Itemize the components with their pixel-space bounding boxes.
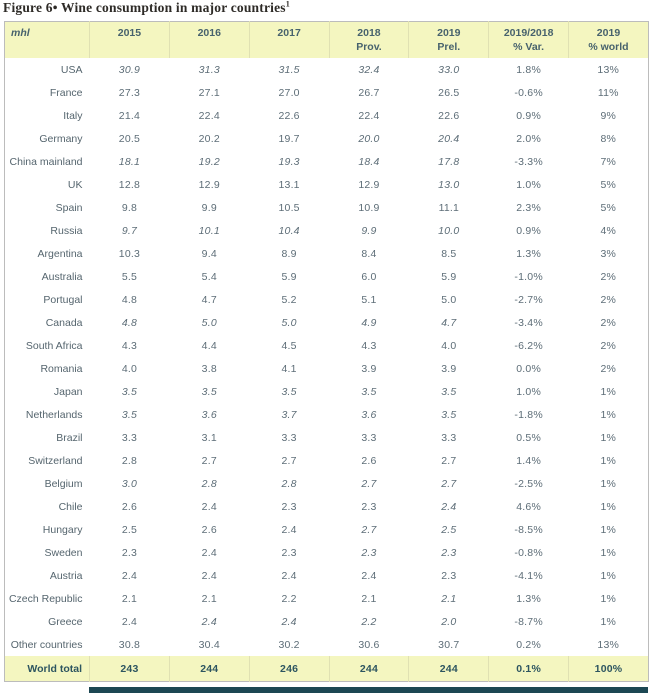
row-year-value: 3.6	[361, 408, 377, 421]
row-country-label: Hungary	[42, 523, 83, 536]
row-year-value: 5.1	[361, 293, 377, 306]
row-world-share-value: 2%	[600, 270, 617, 283]
row-country-label: Other countries	[10, 638, 83, 651]
row-year-value: 2.6	[201, 523, 217, 536]
row-year-value: 2.3	[121, 546, 138, 559]
row-year-value: 20.2	[198, 132, 220, 145]
row-year-value: 5.0	[281, 316, 297, 329]
total-variation-value: 0.1%	[489, 656, 569, 682]
row-year-value: 5.5	[121, 270, 138, 283]
row-year-value: 2.2	[281, 592, 297, 605]
row-year-value: 3.7	[281, 408, 297, 421]
row-year-value: 13.0	[438, 178, 460, 191]
row-variation-value: 1.0%	[516, 178, 541, 191]
row-year-value: 4.1	[281, 362, 297, 375]
row-variation-value: -8.5%	[514, 523, 543, 536]
column-header-2	[249, 22, 329, 59]
row-country-label: Netherlands	[25, 408, 83, 421]
row-year-value: 2.6	[121, 500, 138, 513]
row-country-label: Germany	[39, 132, 83, 145]
row-year-value: 2.4	[121, 569, 138, 582]
row-year-value: 4.3	[121, 339, 138, 352]
next-section-edge-band	[89, 687, 648, 693]
row-world-share-value: 4%	[600, 224, 617, 237]
row-variation-value: -2.7%	[514, 293, 543, 306]
table-row	[5, 196, 649, 219]
row-country-label: Spain	[55, 201, 83, 214]
row-variation-value: 1.0%	[516, 385, 541, 398]
row-year-value: 2.8	[201, 477, 217, 490]
row-year-value: 2.7	[361, 477, 377, 490]
row-year-value: 20.5	[118, 132, 141, 145]
row-variation-value: 0.0%	[516, 362, 541, 375]
row-year-value: 4.8	[121, 316, 138, 329]
row-year-value: 2.3	[441, 546, 457, 559]
column-header-4	[409, 22, 489, 59]
table-row	[5, 265, 649, 288]
row-year-value: 2.7	[281, 454, 297, 467]
row-year-value: 11.1	[438, 201, 460, 214]
row-year-value: 18.4	[358, 155, 380, 168]
row-year-value: 3.9	[441, 362, 457, 375]
row-year-value: 2.4	[281, 615, 297, 628]
table-row	[5, 587, 649, 610]
table-row	[5, 288, 649, 311]
table-row	[5, 495, 649, 518]
figure-title-prefix: Figure 6•	[3, 0, 58, 15]
row-year-value: 2.1	[201, 592, 217, 605]
row-year-value: 21.4	[118, 109, 141, 122]
row-world-share-value: 1%	[600, 408, 617, 421]
row-world-share-value: 1%	[600, 546, 617, 559]
table-row	[5, 564, 649, 587]
table-row	[5, 633, 649, 656]
row-year-value: 19.2	[198, 155, 220, 168]
row-year-value: 10.9	[358, 201, 380, 214]
row-year-value: 33.0	[438, 63, 460, 76]
row-year-value: 2.8	[281, 477, 297, 490]
column-header-line1: 2019	[596, 27, 621, 39]
table-row	[5, 403, 649, 426]
row-year-value: 9.7	[121, 224, 138, 237]
row-year-value: 3.1	[201, 431, 217, 444]
row-year-value: 2.4	[281, 569, 297, 582]
row-year-value: 19.3	[278, 155, 300, 168]
row-year-value: 4.9	[361, 316, 377, 329]
table-row	[5, 58, 649, 81]
row-year-value: 2.3	[441, 569, 457, 582]
row-year-value: 9.9	[361, 224, 377, 237]
row-variation-value: 0.9%	[516, 224, 541, 237]
row-year-value: 3.5	[201, 385, 217, 398]
row-world-share-value: 9%	[600, 109, 617, 122]
row-year-value: 5.0	[201, 316, 217, 329]
total-year-value: 243	[90, 656, 170, 682]
row-country-label: Sweden	[44, 546, 83, 559]
row-world-share-value: 1%	[600, 454, 617, 467]
row-country-label: USA	[60, 63, 83, 76]
total-year-value: 244	[409, 656, 489, 682]
column-header-line2: Prel.	[437, 40, 461, 53]
row-year-value: 12.9	[198, 178, 220, 191]
row-year-value: 2.4	[201, 569, 217, 582]
row-year-value: 2.4	[281, 523, 297, 536]
table-header	[5, 22, 649, 59]
table-row	[5, 518, 649, 541]
row-year-value: 3.3	[121, 431, 138, 444]
row-year-value: 30.7	[438, 638, 460, 651]
column-header-line2: Prov.	[356, 40, 382, 53]
row-world-share-value: 13%	[597, 638, 620, 651]
row-country-label: Australia	[41, 270, 83, 283]
row-year-value: 3.5	[281, 385, 297, 398]
row-world-share-value: 1%	[600, 523, 617, 536]
row-year-value: 32.4	[358, 63, 380, 76]
row-variation-value: 0.5%	[516, 431, 541, 444]
row-year-value: 22.6	[278, 109, 300, 122]
figure-title-text: Wine consumption in major countries	[57, 0, 286, 15]
row-year-value: 20.4	[438, 132, 460, 145]
row-world-share-value: 3%	[600, 247, 617, 260]
row-country-label: Brazil	[56, 431, 83, 444]
table-row	[5, 472, 649, 495]
total-year-value: 246	[249, 656, 329, 682]
row-year-value: 4.0	[441, 339, 457, 352]
row-world-share-value: 7%	[600, 155, 617, 168]
table-row	[5, 173, 649, 196]
row-year-value: 3.9	[361, 362, 377, 375]
total-year-value: 244	[329, 656, 409, 682]
row-variation-value: 1.3%	[516, 592, 541, 605]
row-year-value: 8.4	[361, 247, 377, 260]
row-world-share-value: 5%	[600, 201, 617, 214]
row-year-value: 2.3	[281, 546, 297, 559]
row-world-share-value: 1%	[600, 477, 617, 490]
row-year-value: 22.4	[358, 109, 380, 122]
row-year-value: 2.3	[361, 500, 377, 513]
row-variation-value: 1.3%	[516, 247, 541, 260]
row-year-value: 3.3	[441, 431, 457, 444]
row-country-label: Russia	[50, 224, 83, 237]
row-world-share-value: 13%	[597, 63, 620, 76]
row-year-value: 6.0	[361, 270, 377, 283]
total-row-label: World total	[5, 656, 90, 682]
table-row	[5, 219, 649, 242]
row-year-value: 2.7	[441, 477, 457, 490]
row-variation-value: 1.8%	[516, 63, 541, 76]
row-variation-value: -3.4%	[514, 316, 543, 329]
row-year-value: 3.6	[201, 408, 217, 421]
row-country-label: Portugal	[43, 293, 83, 306]
row-year-value: 10.1	[198, 224, 220, 237]
column-header-line2: % world	[588, 40, 629, 53]
row-year-value: 4.5	[281, 339, 297, 352]
row-variation-value: -2.5%	[514, 477, 543, 490]
row-variation-value: 1.4%	[516, 454, 541, 467]
wine-consumption-table-wrap	[4, 21, 648, 682]
column-header-line1: 2016	[197, 27, 221, 39]
row-country-label: Czech Republic	[8, 592, 83, 605]
row-year-value: 2.4	[201, 615, 217, 628]
row-year-value: 10.0	[438, 224, 460, 237]
row-year-value: 3.5	[441, 385, 457, 398]
row-variation-value: 4.6%	[516, 500, 541, 513]
column-header-6	[569, 22, 649, 59]
column-header-line1: 2015	[117, 27, 142, 39]
row-year-value: 10.3	[118, 247, 141, 260]
row-year-value: 5.0	[441, 293, 457, 306]
row-country-label: Austria	[49, 569, 83, 582]
table-row	[5, 242, 649, 265]
row-year-value: 18.1	[118, 155, 141, 168]
row-year-value: 5.9	[441, 270, 457, 283]
row-year-value: 2.3	[361, 546, 377, 559]
row-year-value: 4.0	[121, 362, 138, 375]
row-year-value: 4.8	[121, 293, 138, 306]
row-year-value: 4.3	[361, 339, 377, 352]
table-row	[5, 380, 649, 403]
row-variation-value: -1.8%	[514, 408, 543, 421]
row-year-value: 22.4	[198, 109, 220, 122]
row-year-value: 2.1	[441, 592, 457, 605]
row-year-value: 30.9	[118, 63, 141, 76]
row-world-share-value: 5%	[600, 178, 617, 191]
row-world-share-value: 1%	[600, 592, 617, 605]
row-year-value: 30.2	[278, 638, 300, 651]
row-year-value: 2.6	[361, 454, 377, 467]
table-row	[5, 81, 649, 104]
row-year-value: 2.2	[361, 615, 377, 628]
row-country-label: Greece	[48, 615, 83, 628]
row-year-value: 19.7	[278, 132, 300, 145]
row-year-value: 5.9	[281, 270, 297, 283]
row-year-value: 12.8	[118, 178, 141, 191]
row-year-value: 9.9	[201, 201, 217, 214]
total-year-value: 244	[169, 656, 249, 682]
total-world-share-value: 100%	[569, 656, 649, 682]
figure-title-footnote-marker: 1	[285, 0, 290, 9]
row-year-value: 20.0	[358, 132, 380, 145]
row-year-value: 30.6	[358, 638, 380, 651]
table-row	[5, 127, 649, 150]
row-variation-value: -3.3%	[514, 155, 543, 168]
row-country-label: South Africa	[25, 339, 83, 352]
table-row	[5, 357, 649, 380]
row-variation-value: 2.3%	[516, 201, 541, 214]
row-year-value: 4.7	[441, 316, 457, 329]
row-year-value: 2.4	[441, 500, 457, 513]
row-variation-value: 0.9%	[516, 109, 541, 122]
row-year-value: 3.5	[121, 408, 138, 421]
row-year-value: 8.9	[281, 247, 297, 260]
row-year-value: 2.7	[201, 454, 217, 467]
row-world-share-value: 1%	[600, 500, 617, 513]
column-header-unit: mhl	[5, 22, 90, 59]
row-year-value: 26.5	[438, 86, 460, 99]
row-world-share-value: 2%	[600, 316, 617, 329]
row-year-value: 3.5	[441, 408, 457, 421]
row-year-value: 2.7	[361, 523, 377, 536]
row-country-label: Canada	[45, 316, 83, 329]
row-world-share-value: 2%	[600, 339, 617, 352]
row-year-value: 3.5	[361, 385, 377, 398]
table-row	[5, 104, 649, 127]
row-country-label: Argentina	[37, 247, 83, 260]
row-country-label: Italy	[63, 109, 83, 122]
row-country-label: UK	[67, 178, 83, 191]
row-country-label: Japan	[53, 385, 83, 398]
row-variation-value: -4.1%	[514, 569, 543, 582]
table-row	[5, 449, 649, 472]
row-year-value: 4.7	[201, 293, 217, 306]
row-variation-value: 2.0%	[516, 132, 541, 145]
row-year-value: 2.5	[441, 523, 457, 536]
table-row	[5, 610, 649, 633]
row-year-value: 2.3	[281, 500, 297, 513]
row-year-value: 2.8	[121, 454, 138, 467]
row-year-value: 10.4	[278, 224, 300, 237]
row-variation-value: -1.0%	[514, 270, 543, 283]
table-row	[5, 426, 649, 449]
column-header-line1: 2019	[437, 27, 461, 39]
row-year-value: 9.4	[201, 247, 217, 260]
row-year-value: 9.8	[121, 201, 138, 214]
row-year-value: 27.3	[118, 86, 141, 99]
row-year-value: 2.1	[121, 592, 138, 605]
row-year-value: 3.5	[121, 385, 138, 398]
table-row	[5, 150, 649, 173]
row-year-value: 8.5	[441, 247, 457, 260]
row-country-label: France	[49, 86, 83, 99]
figure-title	[3, 0, 643, 16]
row-year-value: 2.4	[121, 615, 138, 628]
row-world-share-value: 2%	[600, 293, 617, 306]
row-country-label: China mainland	[9, 155, 83, 168]
row-year-value: 12.9	[358, 178, 380, 191]
row-year-value: 2.1	[361, 592, 377, 605]
row-year-value: 2.4	[201, 546, 217, 559]
column-header-3	[329, 22, 409, 59]
row-year-value: 27.0	[278, 86, 300, 99]
table-total-row	[5, 656, 649, 682]
column-header-1	[169, 22, 249, 59]
row-year-value: 3.0	[121, 477, 138, 490]
row-year-value: 5.2	[281, 293, 297, 306]
row-variation-value: 0.2%	[516, 638, 541, 651]
row-year-value: 4.4	[201, 339, 217, 352]
row-year-value: 2.0	[441, 615, 457, 628]
row-variation-value: -0.6%	[514, 86, 543, 99]
row-world-share-value: 8%	[600, 132, 617, 145]
table-body	[5, 58, 649, 682]
column-header-line1: 2018	[357, 27, 381, 39]
row-year-value: 3.3	[361, 431, 377, 444]
row-year-value: 5.4	[201, 270, 217, 283]
row-year-value: 3.3	[281, 431, 297, 444]
row-year-value: 2.4	[201, 500, 217, 513]
row-year-value: 31.5	[278, 63, 300, 76]
row-year-value: 22.6	[438, 109, 460, 122]
row-year-value: 2.5	[121, 523, 138, 536]
row-year-value: 27.1	[198, 86, 220, 99]
row-year-value: 30.4	[198, 638, 220, 651]
row-year-value: 26.7	[358, 86, 380, 99]
row-year-value: 13.1	[278, 178, 300, 191]
wine-consumption-table	[4, 21, 649, 682]
row-world-share-value: 1%	[600, 615, 617, 628]
column-header-0	[90, 22, 170, 59]
row-year-value: 30.8	[118, 638, 141, 651]
row-year-value: 17.8	[438, 155, 460, 168]
row-year-value: 2.4	[361, 569, 377, 582]
row-year-value: 3.8	[201, 362, 217, 375]
row-year-value: 2.7	[441, 454, 457, 467]
row-world-share-value: 11%	[597, 86, 619, 99]
row-world-share-value: 1%	[600, 431, 617, 444]
row-year-value: 10.5	[278, 201, 300, 214]
column-header-line1: 2019/2018	[503, 27, 554, 39]
row-world-share-value: 2%	[600, 362, 617, 375]
row-variation-value: -0.8%	[514, 546, 543, 559]
row-country-label: Switzerland	[28, 454, 83, 467]
row-world-share-value: 1%	[600, 569, 617, 582]
table-row	[5, 334, 649, 357]
column-header-line1: 2017	[277, 27, 301, 39]
table-row	[5, 541, 649, 564]
row-variation-value: -8.7%	[514, 615, 543, 628]
row-world-share-value: 1%	[600, 385, 617, 398]
table-header-row	[5, 22, 649, 59]
column-header-5	[489, 22, 569, 59]
row-country-label: Belgium	[44, 477, 83, 490]
row-country-label: Romania	[40, 362, 83, 375]
row-country-label: Chile	[58, 500, 83, 513]
row-variation-value: -6.2%	[514, 339, 543, 352]
row-year-value: 31.3	[198, 63, 220, 76]
table-row	[5, 311, 649, 334]
column-header-line2: % Var.	[513, 40, 545, 53]
